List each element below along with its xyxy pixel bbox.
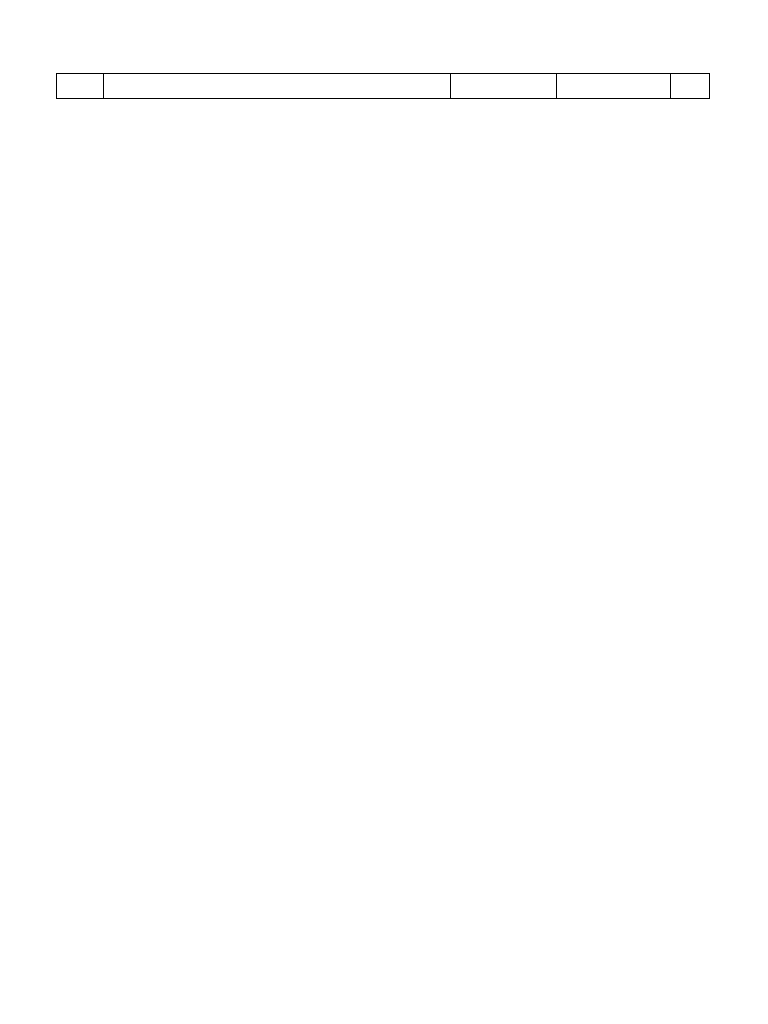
header-module-name — [103, 74, 450, 99]
schedule-table-1 — [56, 73, 710, 99]
header-hour — [671, 74, 710, 99]
header-time — [556, 74, 670, 99]
header-module — [57, 74, 104, 99]
header-date-day — [450, 74, 556, 99]
header-row — [57, 74, 710, 99]
